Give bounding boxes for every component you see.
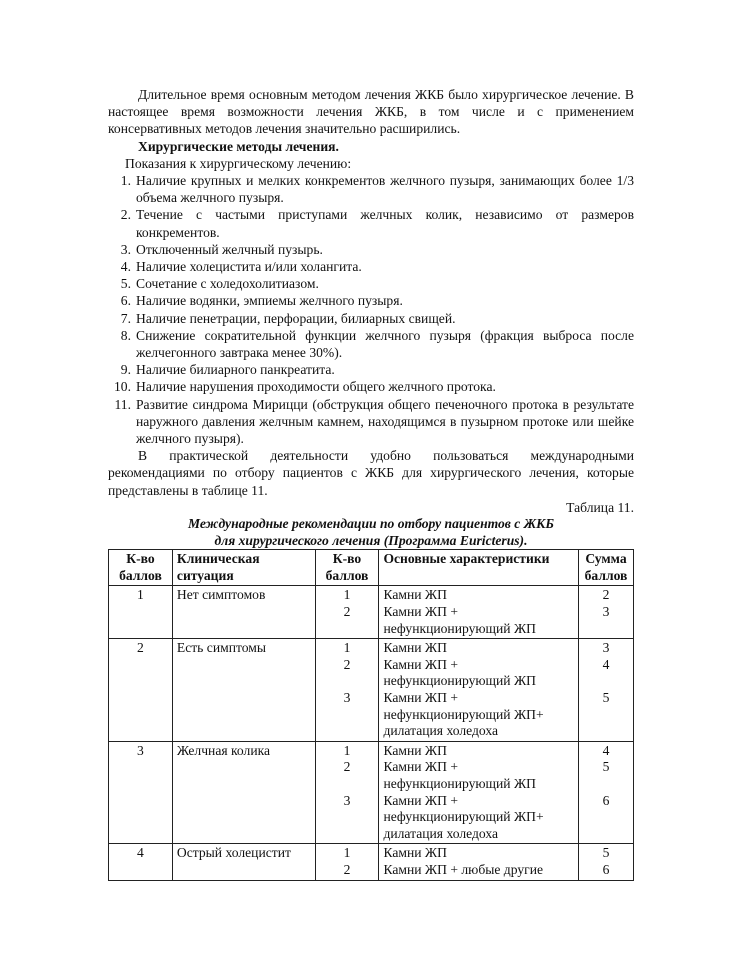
spacer — [583, 776, 629, 793]
table-label: Таблица 11. — [566, 499, 634, 515]
sum-value: 5 — [602, 690, 610, 706]
cell-sum — [579, 741, 634, 844]
points-value: 2 — [343, 861, 351, 877]
table-caption-line-1: Международные рекомендации по отбору пациентов с ЖКБ — [187, 516, 555, 532]
list-item-text: Сочетание с холедохолитиазом. — [136, 276, 319, 292]
list-item-number: 7. — [120, 310, 131, 326]
characteristic-line: дилатация холедоха — [383, 723, 499, 739]
sum-value: 2 — [602, 587, 610, 603]
table-caption-line-2: для хирургического лечения (Программа Euricterus). — [214, 532, 528, 548]
points-value: 1 — [343, 587, 351, 603]
list-item — [108, 378, 634, 395]
spacer — [583, 723, 629, 740]
list-item-number: 10. — [114, 379, 131, 395]
list-item-number: 1. — [120, 173, 131, 189]
cell-points — [315, 844, 379, 880]
list-item-text: Наличие крупных и мелких конкрементов желчного пузыря, занимающих более 1/3 объема желчного пузыря. — [136, 173, 634, 206]
characteristic-line: Камни ЖП + — [383, 656, 458, 672]
spacer — [320, 776, 375, 793]
points-value: 1 — [343, 845, 351, 861]
characteristic-line: Камни ЖП — [383, 845, 447, 861]
sum-value: 3 — [602, 640, 610, 656]
list-item-number: 5. — [120, 276, 131, 292]
spacer — [320, 826, 375, 843]
characteristic-line: нефункционирующий ЖП — [383, 673, 536, 689]
list-item-text: Отключенный желчный пузырь. — [136, 241, 323, 257]
list-item-text: Снижение сократительной функции желчного пузыря (фракция выброса после желчегонного завтрака менее 30%). — [136, 327, 634, 361]
cell-points — [315, 741, 379, 844]
list-item — [108, 258, 634, 275]
list-item-number: 2. — [120, 207, 131, 223]
sum-value: 6 — [602, 861, 610, 877]
list-item — [108, 172, 634, 206]
spacer — [583, 673, 629, 690]
characteristic-line: Камни ЖП — [383, 587, 447, 603]
points-value: 2 — [343, 604, 351, 620]
table-header-row — [109, 550, 634, 586]
cell-situation: Желчная колика — [172, 741, 315, 844]
points-value: 3 — [343, 690, 351, 706]
sum-value: 5 — [602, 845, 610, 861]
list-item-number: 8. — [120, 327, 131, 343]
cell-characteristics — [379, 741, 579, 844]
characteristic-line: Камни ЖП — [383, 742, 447, 758]
spacer — [320, 621, 375, 638]
cell-points — [315, 639, 379, 742]
header-points: К-во баллов — [315, 550, 379, 586]
list-item-number: 3. — [120, 241, 131, 257]
spacer — [583, 826, 629, 843]
header-situation: Клиническая ситуация — [172, 550, 315, 586]
header-characteristics: Основные характеристики — [379, 550, 579, 586]
cell-sum — [579, 844, 634, 880]
list-item-text: Развитие синдрома Мирицци (обструкция общего печеночного протока в результате наружного давления желчным камнем, находящимся в пузырном протоке или шейке желчного пузыря). — [136, 396, 634, 447]
characteristic-line: дилатация холедоха — [383, 825, 499, 841]
cell-characteristics — [379, 586, 579, 639]
indications-list — [108, 172, 634, 447]
sum-value: 4 — [602, 656, 610, 672]
characteristic-line: Камни ЖП + любые другие — [383, 861, 544, 877]
list-item-text: Наличие водянки, эмпиемы желчного пузыря. — [136, 293, 403, 309]
cell-sum — [579, 639, 634, 742]
list-item — [108, 361, 634, 378]
cell-situation: Есть симптомы — [172, 639, 315, 742]
characteristic-line: Камни ЖП + — [383, 690, 458, 706]
characteristic-line: нефункционирующий ЖП — [383, 775, 536, 791]
spacer — [320, 707, 375, 724]
points-value: 2 — [343, 656, 351, 672]
indications-title: Показания к хирургическому лечению: — [125, 155, 352, 171]
sum-value: 6 — [602, 792, 610, 808]
list-item-text: Течение с частыми приступами желчных колик, независимо от размеров конкрементов. — [136, 207, 634, 240]
table-row — [109, 586, 634, 639]
characteristic-line: Камни ЖП + — [383, 604, 458, 620]
list-item — [108, 275, 634, 292]
list-item — [108, 292, 634, 309]
table-row — [109, 844, 634, 880]
list-item-text: Наличие пенетрации, перфорации, билиарных свищей. — [136, 310, 456, 326]
cell-characteristics — [379, 639, 579, 742]
table-row — [109, 741, 634, 844]
sum-value: 4 — [602, 742, 610, 758]
cell-characteristics — [379, 844, 579, 880]
characteristic-line: нефункционирующий ЖП — [383, 620, 536, 636]
points-value: 1 — [343, 640, 351, 656]
list-item — [108, 241, 634, 258]
list-item-text: Наличие нарушения проходимости общего желчного протока. — [136, 379, 496, 395]
characteristic-line: Камни ЖП + — [383, 759, 458, 775]
sum-value: 5 — [602, 759, 610, 775]
characteristic-line: нефункционирующий ЖП+ — [383, 809, 544, 825]
points-value: 2 — [343, 759, 351, 775]
section-heading: Хирургические методы лечения. — [138, 138, 339, 154]
characteristic-line: Камни ЖП + — [383, 792, 458, 808]
cell-situation: Острый холецистит — [172, 844, 315, 880]
points-value: 1 — [343, 742, 351, 758]
list-item-number: 6. — [120, 293, 131, 309]
recommendation-paragraph: В практической деятельности удобно пользоваться международными рекомендациями по отбору пациентов с ЖКБ для хирургического лечения, которые представлены в таблице 11. — [108, 448, 634, 498]
cell-score: 2 — [109, 639, 173, 742]
spacer — [583, 809, 629, 826]
sum-value: 3 — [602, 604, 610, 620]
spacer — [583, 621, 629, 638]
list-item — [108, 206, 634, 240]
list-item-number: 4. — [120, 259, 131, 275]
cell-points — [315, 586, 379, 639]
characteristic-line: нефункционирующий ЖП+ — [383, 706, 544, 722]
cell-situation: Нет симптомов — [172, 586, 315, 639]
spacer — [583, 707, 629, 724]
list-item-number: 9. — [120, 362, 131, 378]
table-body — [109, 586, 634, 880]
spacer — [320, 809, 375, 826]
euricterus-table — [108, 549, 634, 880]
characteristic-line: Камни ЖП — [383, 640, 447, 656]
list-item — [108, 396, 634, 448]
document-page — [108, 86, 634, 881]
intro-paragraph: Длительное время основным методом лечения ЖКБ было хирургическое лечение. В настоящее время возможности лечения ЖКБ, в том числе и с применением консервативных методов лечения значительно расширились. — [108, 87, 634, 137]
list-item-text: Наличие билиарного панкреатита. — [136, 362, 335, 378]
cell-score: 3 — [109, 741, 173, 844]
cell-score: 4 — [109, 844, 173, 880]
spacer — [320, 723, 375, 740]
list-item-text: Наличие холецистита и/или холангита. — [136, 259, 362, 275]
spacer — [320, 673, 375, 690]
list-item-number: 11. — [114, 396, 131, 412]
points-value: 3 — [343, 792, 351, 808]
cell-sum — [579, 586, 634, 639]
header-score: К-во баллов — [109, 550, 173, 586]
header-sum: Сумма баллов — [579, 550, 634, 586]
cell-score: 1 — [109, 586, 173, 639]
list-item — [108, 327, 634, 361]
table-row — [109, 639, 634, 742]
list-item — [108, 310, 634, 327]
